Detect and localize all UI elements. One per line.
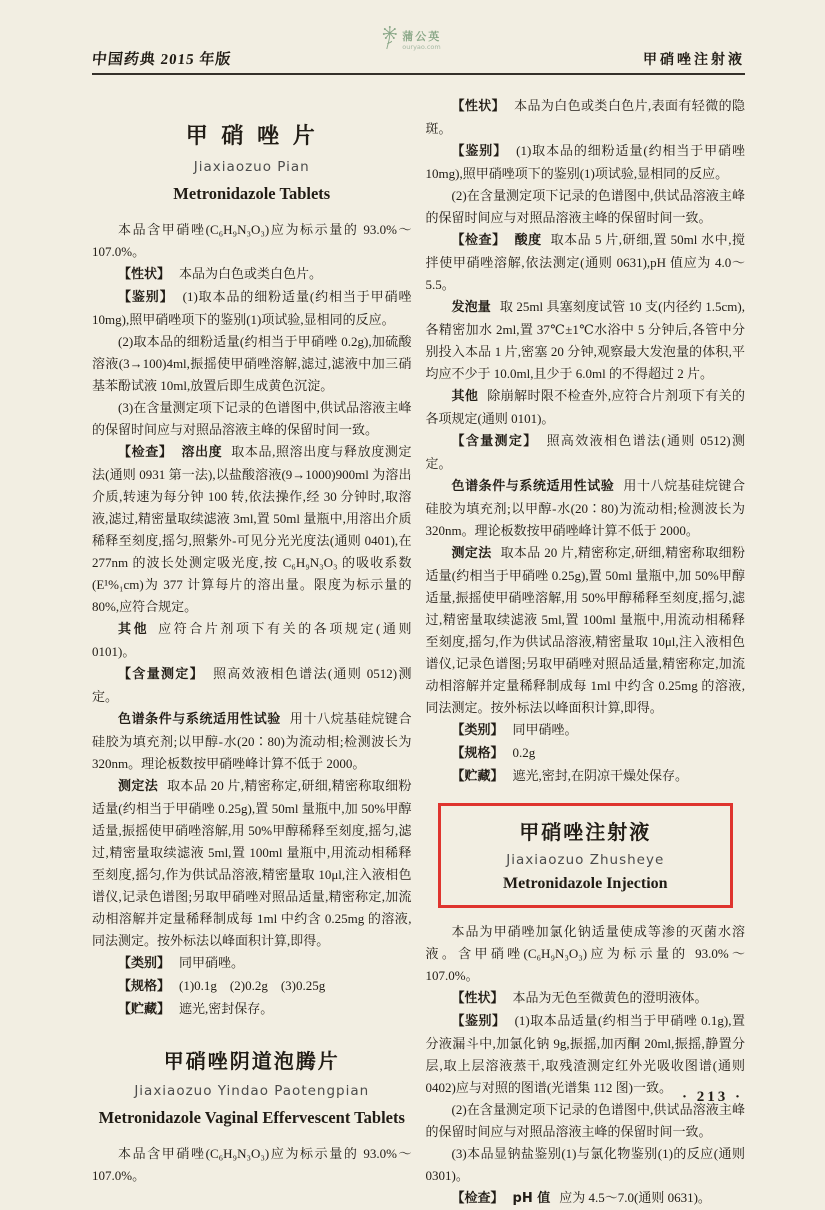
english-title-effervescent: Metronidazole Vaginal Effervescent Tablets: [98, 1108, 405, 1127]
section-label: 【类别】: [451, 723, 504, 738]
header-drug-name: 甲硝唑注射液: [643, 53, 745, 68]
paragraph: [426, 1010, 746, 1099]
section-sublabel: pH 值: [512, 1191, 551, 1206]
section-sublabel: 酸度: [514, 233, 542, 248]
paragraph: [426, 719, 746, 742]
section-sublabel: 发泡量: [451, 300, 491, 315]
paragraph-text: 应为 4.5～7.0(通则 0631)。: [559, 1190, 711, 1205]
paragraph: [92, 263, 412, 286]
section-sublabel: 溶出度: [181, 445, 223, 460]
logo-site-text: ouryao.com: [402, 42, 441, 51]
paragraph-text: 本品为无色至微黄色的澄明液体。: [512, 990, 708, 1005]
section-label: 【贮藏】: [451, 769, 504, 784]
section-sublabel: 测定法: [451, 546, 492, 561]
tablets-body-text: [92, 219, 412, 1021]
paragraph: [92, 286, 412, 331]
paragraph: [426, 296, 746, 385]
header-divider: [92, 73, 745, 75]
paragraph: [426, 921, 746, 987]
page-number: · 213 ·: [681, 1089, 743, 1105]
english-title-injection: Metronidazole Injection: [502, 875, 668, 892]
paragraph: [426, 140, 746, 185]
section-label: 【鉴别】: [118, 290, 174, 305]
paragraph: [92, 219, 412, 263]
paragraph-text: 取 25ml 具塞刻度试管 10 支(内径约 1.5cm),各精密加水 2ml,置 37℃±1℃水浴中 5 分钟后,各管中分别投入本品 1 片,密塞 20 分钟,观察最大发泡量的体积,平均应不少于 10.0ml,且少于 6.0ml 的不得超过 2 片。: [425, 299, 745, 381]
paragraph: [92, 331, 412, 397]
paragraph: [426, 229, 746, 296]
paragraph-text: 取本品,照溶出度与释放度测定法(通则 0931 第一法),以盐酸溶液(9→1000)900ml 为溶出介质,转速为每分钟 100 转,依法操作,经 30 分钟时,取溶液,滤过,精密量取续滤液 3ml,置 50ml 量瓶中,用溶出介质稀释至刻度,摇匀,照紫外-可见分光光度法(通则 0401),在 277nm 的波长处测定吸光度,按 C₆H₉N₃O₃ 的吸收系数(E¹%₁cm)为 377 计算每片的溶出量。限度为标示量的 80%,应符合规定。: [92, 444, 412, 614]
effervescent-body-text: [426, 95, 746, 788]
section-sublabel: 色谱条件与系统适用性试验: [451, 479, 615, 494]
paragraph: [92, 397, 412, 441]
paragraph: [426, 542, 746, 719]
ouryao-watermark-logo: [381, 26, 441, 55]
paragraph: [92, 708, 412, 775]
section-sublabel: 色谱条件与系统适用性试验: [118, 712, 281, 727]
section-label: 【贮藏】: [118, 1002, 171, 1017]
paragraph: [92, 441, 412, 618]
paragraph: [426, 1143, 746, 1187]
section-label: 【性状】: [451, 99, 506, 114]
paragraph: [426, 987, 746, 1010]
paragraph-text: (1)0.1g (2)0.2g (3)0.25g: [179, 978, 326, 993]
paragraph: [92, 618, 412, 663]
logo-text: 蒲公英: [402, 29, 442, 43]
paragraph: [426, 742, 746, 765]
paragraph-text: 除崩解时限不检查外,应符合片剂项下有关的各项规定(通则 0101)。: [425, 388, 745, 426]
injection-body-text: [426, 921, 746, 1210]
section-label: 【性状】: [451, 991, 504, 1006]
paragraph-text: 0.2g: [512, 745, 536, 760]
section-label: 【检查】: [451, 1191, 504, 1206]
right-column: [426, 95, 746, 1210]
section-label: 【含量测定】: [118, 667, 205, 682]
section-label: 【性状】: [118, 267, 171, 282]
paragraph: [92, 775, 412, 952]
paragraph-text: (2)在含量测定项下记录的色谱图中,供试品溶液主峰的保留时间应与对照品溶液主峰的保留时间一致。: [425, 188, 745, 225]
paragraph-text: 遮光,密封保存。: [179, 1001, 274, 1016]
monograph-title-tablets: 甲 硝 唑 片: [185, 124, 318, 149]
section-label: 【鉴别】: [451, 1014, 506, 1029]
paragraph-text: 本品为甲硝唑加氯化钠适量使成等渗的灭菌水溶液。含甲硝唑(C₆H₉N₃O₃)应为标示量的 93.0%～107.0%。: [425, 924, 745, 983]
paragraph-text: 遮光,密封,在阴凉干燥处保存。: [512, 768, 689, 783]
paragraph: [92, 663, 412, 708]
paragraph-text: 本品含甲硝唑(C₆H₉N₃O₃)应为标示量的 93.0%～107.0%。: [92, 1146, 412, 1183]
paragraph: [426, 385, 746, 430]
paragraph-text: 取本品 20 片,精密称定,研细,精密称取细粉适量(约相当于甲硝唑 0.25g),置 50ml 量瓶中,加 50%甲醇适量,振摇使甲硝唑溶解,用 50%甲醇稀释至刻度,摇匀,滤过,精密量取续滤液 5ml,置 100ml 量瓶中,用流动相稀释至刻度,摇匀,作为供试品溶液,精密量取 10μl,注入液相色谱仪,记录色谱图;另取甲硝唑对照品适量,精密称定,加流动相溶解并定量稀释制成每 1ml 中约含 0.25mg 的溶液,同法测定。按外标法以峰面积计算,即得。: [92, 778, 412, 948]
section-label: 【含量测定】: [451, 434, 538, 449]
paragraph-text: 用十八烷基硅烷键合硅胶为填充剂;以甲醇-水(20∶80)为流动相;检测波长为 320nm。理论板数按甲硝唑峰计算不低于 2000。: [425, 478, 745, 538]
paragraph-text: (3)在含量测定项下记录的色谱图中,供试品溶液主峰的保留时间应与对照品溶液主峰的保留时间一致。: [92, 400, 412, 437]
paragraph-text: 用十八烷基硅烷键合硅胶为填充剂;以甲醇-水(20∶80)为流动相;检测波长为 320nm。理论板数按甲硝唑峰计算不低于 2000。: [92, 711, 412, 771]
paragraph-text: 应符合片剂项下有关的各项规定(通则 0101)。: [92, 621, 412, 659]
paragraph-text: (1)取本品的细粉适量(约相当于甲硝唑 10mg),照甲硝唑项下的鉴别(1)项试验,显相同的反应。: [425, 143, 745, 181]
paragraph-text: (2)取本品的细粉适量(约相当于甲硝唑 0.2g),加硫酸溶液(3→100)4ml,振摇使甲硝唑溶解,滤过,滤液中加三硝基苯酚试液 10ml,放置后即生成黄色沉淀。: [92, 334, 412, 393]
paragraph-text: 同甲硝唑。: [512, 722, 578, 737]
header-edition: 中国药典 2015 年版: [91, 52, 233, 68]
paragraph: [426, 430, 746, 475]
left-column: [92, 95, 412, 1210]
paragraph-text: 本品为白色或类白色片,表面有轻微的隐斑。: [425, 98, 745, 136]
section-sublabel: 其他: [118, 622, 150, 637]
paragraph-text: 同甲硝唑。: [179, 955, 245, 970]
section-sublabel: 其他: [451, 389, 479, 404]
section-sublabel: 测定法: [118, 779, 159, 794]
paragraph: [92, 975, 412, 998]
dandelion-icon: [381, 26, 398, 55]
paragraph: [426, 765, 746, 788]
section-label: 【鉴别】: [451, 144, 508, 159]
paragraph: [426, 95, 746, 140]
pinyin-effervescent: Jiaxiaozuo Yindao Paotengpian: [134, 1083, 370, 1099]
paragraph-text: (1)取本品适量(约相当于甲硝唑 0.1g),置分液漏斗中,加氯化钠 9g,振摇,加丙酮 20ml,振摇,静置分层,取上层溶液蒸干,取残渣测定红外光吸收图谱(通则 0402)应与对照的图谱(光谱集 112 图)一致。: [425, 1013, 745, 1095]
paragraph: [92, 998, 412, 1021]
paragraph-text: (3)本品显钠盐鉴别(1)与氯化物鉴别(1)的反应(通则 0301)。: [425, 1146, 745, 1183]
paragraph-text: (2)在含量测定项下记录的色谱图中,供试品溶液主峰的保留时间应与对照品溶液主峰的保留时间一致。: [425, 1102, 745, 1139]
section-label: 【类别】: [118, 956, 171, 971]
english-title-tablets: Metronidazole Tablets: [173, 184, 331, 203]
paragraph: [426, 475, 746, 542]
paragraph-text: 照高效液相色谱法(通则 0512)测定。: [92, 666, 412, 704]
paragraph-text: 本品为白色或类白色片。: [179, 266, 323, 281]
monograph-title-effervescent: 甲硝唑阴道泡腾片: [163, 1049, 340, 1073]
paragraph-text: 取本品 20 片,精密称定,研细,精密称取细粉适量(约相当于甲硝唑 0.25g),置 50ml 量瓶中,加 50%甲醇适量,振摇使甲硝唑溶解,用 50%甲醇稀释至刻度,摇匀,滤过,精密量取续滤液 5ml,置 100ml 量瓶中,用流动相稀释至刻度,摇匀,作为供试品溶液,精密量取 10μl,注入液相色谱仪,记录色谱图;另取甲硝唑对照品适量,精密称定,加流动相溶解并定量稀释制成每 1ml 中约含 0.25mg 的溶液,同法测定。按外标法以峰面积计算,即得。: [425, 545, 745, 715]
paragraph: [92, 1143, 412, 1187]
section-label: 【规格】: [118, 979, 171, 994]
section-label: 【规格】: [451, 746, 504, 761]
injection-title-box: [438, 803, 734, 908]
effervescent-intro-text: [92, 1143, 412, 1187]
paragraph: [426, 185, 746, 229]
monograph-title-injection: 甲硝唑注射液: [519, 820, 652, 844]
paragraph-text: 照高效液相色谱法(通则 0512)测定。: [425, 433, 745, 471]
section-label: 【检查】: [451, 233, 506, 248]
section-label: 【检查】: [118, 445, 173, 460]
pinyin-tablets: Jiaxiaozuo Pian: [193, 159, 310, 175]
paragraph-text: (1)取本品的细粉适量(约相当于甲硝唑 10mg),照甲硝唑项下的鉴别(1)项试验,显相同的反应。: [92, 289, 412, 327]
paragraph-text: 取本品 5 片,研细,置 50ml 水中,搅拌使甲硝唑溶解,依法测定(通则 0631),pH 值应为 4.0～5.5。: [425, 232, 745, 292]
paragraph: [92, 952, 412, 975]
pinyin-injection: Jiaxiaozuo Zhusheye: [506, 852, 665, 868]
paragraph-text: 本品含甲硝唑(C₆H₉N₃O₃)应为标示量的 93.0%～107.0%。: [92, 222, 412, 259]
two-column-layout: [92, 95, 745, 1210]
paragraph: [426, 1187, 746, 1210]
